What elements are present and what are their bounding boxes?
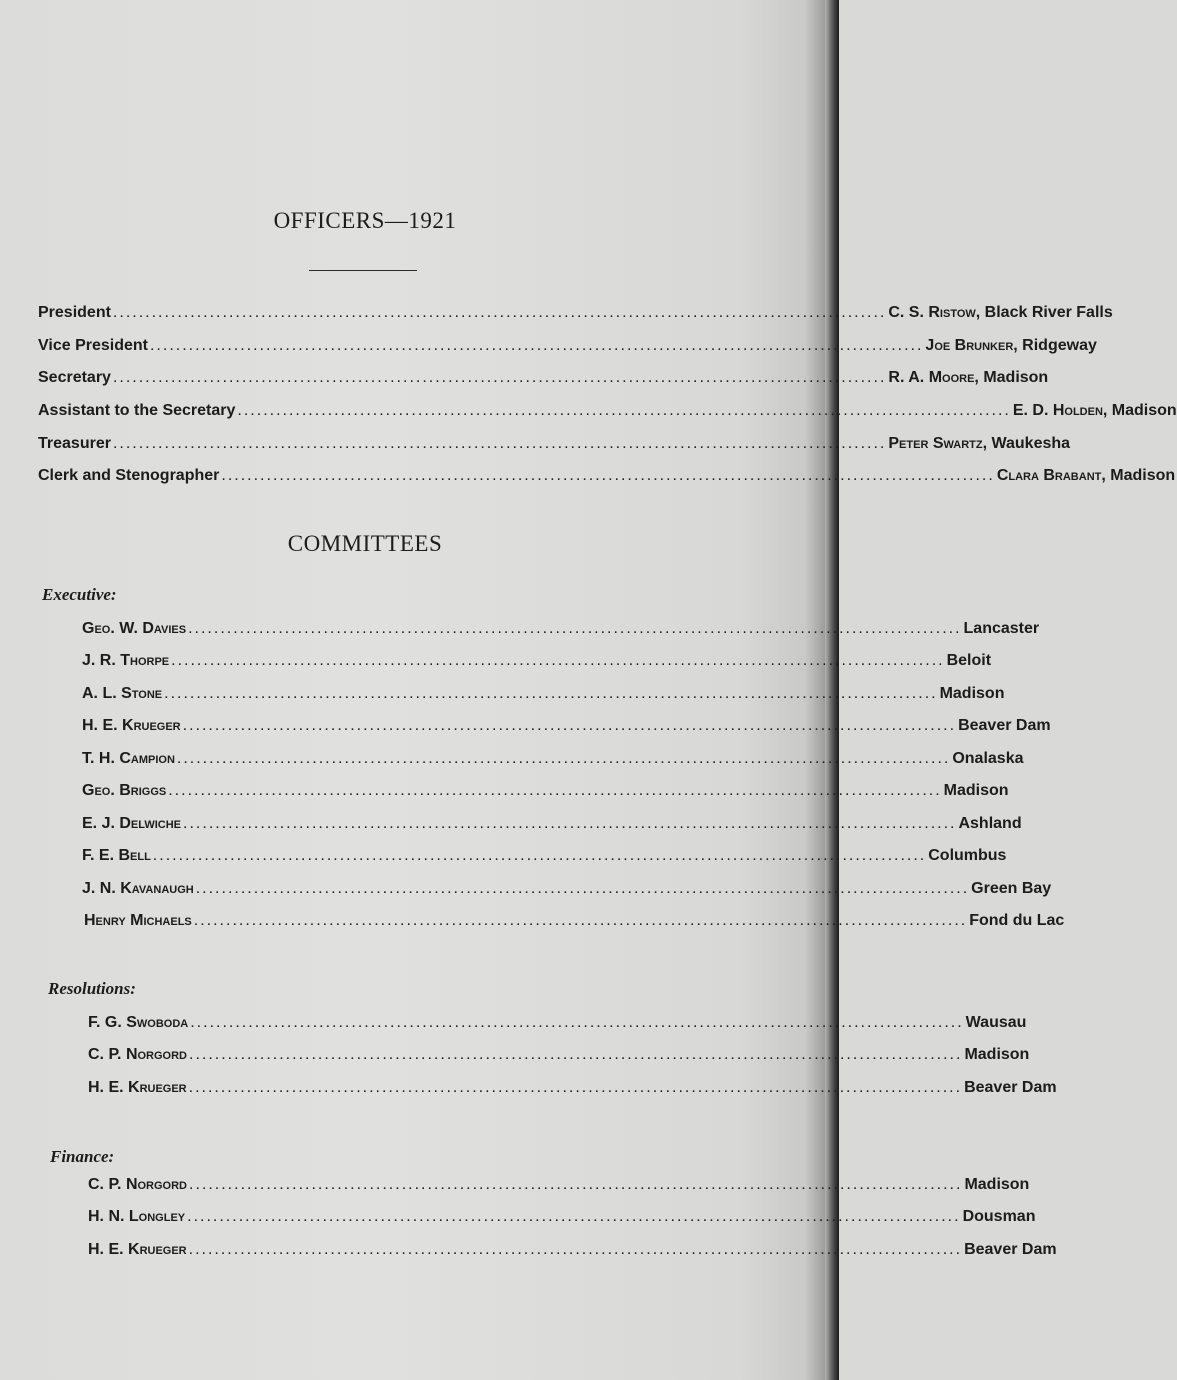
executive-member-row xyxy=(82,717,1051,735)
leader-dots: ........................................................................................................................ xyxy=(193,912,968,929)
resolutions-member-row xyxy=(88,1046,1030,1064)
finance-member-row xyxy=(88,1176,1030,1194)
leader-dots: ........................................................................................................................ xyxy=(149,337,924,354)
member-name: Henry Michaels xyxy=(84,912,192,929)
executive-member-row xyxy=(82,815,1022,833)
officers-heading: OFFICERS—1921 xyxy=(273,208,457,233)
leader-dots: ........................................................................................................................ xyxy=(112,435,887,452)
leader-dots: ........................................................................................................................ xyxy=(188,1079,963,1096)
member-name: H. N. Longley xyxy=(88,1208,186,1225)
member-name: F. E. Bell xyxy=(82,847,151,864)
leader-dots: ........................................................................................................................ xyxy=(164,685,938,702)
resolutions-label: Resolutions: xyxy=(48,979,136,998)
member-place: Madison xyxy=(939,685,1005,702)
finance-label: Finance: xyxy=(50,1147,115,1166)
member-place: Fond du Lac xyxy=(969,912,1065,929)
member-place: Madison xyxy=(943,782,1009,799)
member-name: J. R. Thorpe xyxy=(82,652,170,669)
executive-member-row xyxy=(82,782,1009,800)
leader-dots: ........................................................................................................................ xyxy=(171,652,945,669)
member-name: Geo. W. Davies xyxy=(82,620,187,637)
member-name: C. P. Norgord xyxy=(88,1046,187,1063)
member-place: Madison xyxy=(964,1046,1030,1063)
officer-row-assistant-secretary xyxy=(38,402,1177,420)
member-name: J. N. Kavanaugh xyxy=(82,880,194,897)
leader-dots: ........................................................................................................................ xyxy=(152,847,927,864)
officer-title: Vice President xyxy=(38,337,148,354)
member-place: Ashland xyxy=(958,815,1022,832)
executive-label: Executive: xyxy=(42,585,117,604)
officer-name-place: C. S. Ristow, Black River Falls xyxy=(888,304,1113,321)
officer-title: Assistant to the Secretary xyxy=(38,402,236,419)
executive-member-row xyxy=(82,847,1007,865)
committees-heading: COMMITTEES xyxy=(287,531,443,556)
officer-name-place: R. A. Moore, Madison xyxy=(888,369,1049,386)
leader-dots: ........................................................................................................................ xyxy=(112,369,887,386)
resolutions-member-row xyxy=(88,1014,1027,1032)
officer-name-place: Clara Brabant, Madison xyxy=(996,467,1176,484)
executive-member-row xyxy=(82,880,1052,898)
member-place: Wausau xyxy=(965,1014,1027,1031)
officer-title: Secretary xyxy=(38,369,111,386)
member-place: Beaver Dam xyxy=(964,1079,1057,1096)
leader-dots: ........................................................................................................................ xyxy=(189,1046,963,1063)
leader-dots: ........................................................................................................................ xyxy=(112,304,887,321)
member-place: Columbus xyxy=(928,847,1007,864)
officer-name-place: E. D. Holden, Madison xyxy=(1012,402,1177,419)
leader-dots: ........................................................................................................................ xyxy=(182,717,957,734)
leader-dots: ........................................................................................................................ xyxy=(189,1176,963,1193)
member-place: Lancaster xyxy=(963,620,1040,637)
officer-row-treasurer xyxy=(38,435,1071,453)
officer-row-president xyxy=(38,304,1113,322)
executive-member-row xyxy=(82,750,1024,768)
member-place: Madison xyxy=(964,1176,1030,1193)
leader-dots: ........................................................................................................................ xyxy=(187,1208,961,1225)
leader-dots: ........................................................................................................................ xyxy=(188,620,962,637)
member-name: H. E. Krueger xyxy=(88,1241,187,1258)
leader-dots: ........................................................................................................................ xyxy=(183,815,957,832)
leader-dots: ........................................................................................................................ xyxy=(188,1241,963,1258)
executive-member-row xyxy=(82,652,992,670)
member-place: Green Bay xyxy=(971,880,1052,897)
officer-row-vice-president xyxy=(38,337,1097,355)
officer-row-secretary xyxy=(38,369,1049,387)
officer-row-clerk xyxy=(38,467,1176,485)
leader-dots: ........................................................................................................................ xyxy=(237,402,1011,419)
member-name: E. J. Delwiche xyxy=(82,815,182,832)
leader-dots: ........................................................................................................................ xyxy=(221,467,995,484)
finance-member-row xyxy=(88,1241,1057,1259)
resolutions-member-row xyxy=(88,1079,1057,1097)
executive-member-row xyxy=(82,620,1040,638)
leader-dots: ........................................................................................................................ xyxy=(195,880,970,897)
executive-member-row xyxy=(84,912,1065,930)
officer-name-place: Joe Brunker, Ridgeway xyxy=(925,337,1097,354)
member-name: A. L. Stone xyxy=(82,685,163,702)
member-name: H. E. Krueger xyxy=(82,717,181,734)
leader-dots: ........................................................................................................................ xyxy=(190,1014,964,1031)
leader-dots: ........................................................................................................................ xyxy=(168,782,942,799)
member-place: Onalaska xyxy=(952,750,1024,767)
member-name: T. H. Campion xyxy=(82,750,175,767)
member-place: Beaver Dam xyxy=(958,717,1051,734)
member-name: H. E. Krueger xyxy=(88,1079,187,1096)
executive-member-row xyxy=(82,685,1005,703)
finance-member-row xyxy=(88,1208,1036,1226)
heading-divider xyxy=(309,270,417,271)
officer-title: Clerk and Stenographer xyxy=(38,467,220,484)
officer-title: Treasurer xyxy=(38,435,111,452)
officer-name-place: Peter Swartz, Waukesha xyxy=(888,435,1071,452)
leader-dots: ........................................................................................................................ xyxy=(176,750,951,767)
officer-title: President xyxy=(38,304,111,321)
member-name: Geo. Briggs xyxy=(82,782,167,799)
member-place: Beaver Dam xyxy=(964,1241,1057,1258)
member-place: Beloit xyxy=(946,652,992,669)
member-name: F. G. Swoboda xyxy=(88,1014,189,1031)
member-place: Dousman xyxy=(962,1208,1036,1225)
member-name: C. P. Norgord xyxy=(88,1176,187,1193)
